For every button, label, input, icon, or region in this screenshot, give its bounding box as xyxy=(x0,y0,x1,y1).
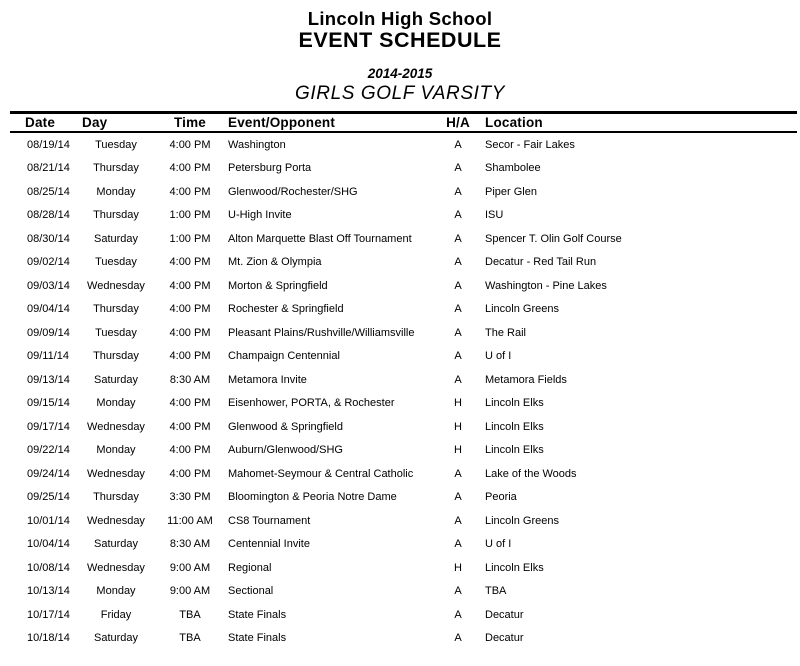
cell-date: 09/03/14 xyxy=(27,279,70,292)
cell-location: The Rail xyxy=(485,326,526,339)
cell-ha: H xyxy=(454,420,462,433)
cell-location: U of I xyxy=(485,538,512,551)
cell-time: 4:00 PM xyxy=(169,256,211,269)
cell-location: Spencer T. Olin Golf Course xyxy=(485,232,622,245)
table-row xyxy=(10,368,797,392)
cell-ha: A xyxy=(454,608,462,621)
cell-day: Thursday xyxy=(93,162,139,175)
cell-ha: H xyxy=(454,444,462,457)
cell-event: Rochester & Springfield xyxy=(228,303,344,316)
column-header-ha: H/A xyxy=(446,115,470,130)
cell-day: Wednesday xyxy=(87,420,145,433)
cell-day: Wednesday xyxy=(87,279,145,292)
table-row xyxy=(10,462,797,486)
schedule-rows xyxy=(10,133,797,650)
cell-location: Peoria xyxy=(485,491,517,504)
table-row xyxy=(10,345,797,369)
table-row xyxy=(10,509,797,533)
table-row xyxy=(10,415,797,439)
cell-event: Sectional xyxy=(228,585,274,598)
cell-date: 08/28/14 xyxy=(27,209,70,222)
cell-time: 8:30 AM xyxy=(169,538,211,551)
cell-event: State Finals xyxy=(228,632,287,645)
table-row xyxy=(10,157,797,181)
cell-time: 4:00 PM xyxy=(169,444,211,457)
cell-event: Mt. Zion & Olympia xyxy=(228,256,322,269)
cell-day: Thursday xyxy=(93,491,139,504)
cell-date: 08/25/14 xyxy=(27,185,70,198)
table-row xyxy=(10,180,797,204)
table-row xyxy=(10,580,797,604)
cell-time: 8:30 AM xyxy=(169,373,211,386)
cell-event: CS8 Tournament xyxy=(228,514,311,527)
cell-time: 4:00 PM xyxy=(169,326,211,339)
cell-date: 08/21/14 xyxy=(27,162,70,175)
team-label: GIRLS GOLF VARSITY xyxy=(294,83,505,104)
cell-time: 4:00 PM xyxy=(169,138,211,151)
cell-day: Monday xyxy=(96,444,136,457)
cell-ha: A xyxy=(454,514,462,527)
cell-date: 09/04/14 xyxy=(27,303,70,316)
cell-ha: H xyxy=(454,397,462,410)
cell-location: Lincoln Elks xyxy=(485,561,544,574)
cell-ha: H xyxy=(454,561,462,574)
cell-event: State Finals xyxy=(228,608,287,621)
cell-time: 11:00 AM xyxy=(167,514,213,527)
cell-location: U of I xyxy=(485,350,512,363)
table-row xyxy=(10,533,797,557)
cell-time: 1:00 PM xyxy=(169,209,211,222)
cell-time: 4:00 PM xyxy=(169,467,211,480)
table-row xyxy=(10,392,797,416)
cell-location: Piper Glen xyxy=(485,185,537,198)
cell-time: 4:00 PM xyxy=(169,185,211,198)
cell-time: 9:00 AM xyxy=(169,561,211,574)
cell-date: 08/19/14 xyxy=(27,138,70,151)
cell-date: 09/13/14 xyxy=(27,373,70,386)
table-row xyxy=(10,486,797,510)
cell-date: 09/09/14 xyxy=(27,326,70,339)
table-header-row xyxy=(10,114,797,133)
cell-event: U-High Invite xyxy=(228,209,292,222)
cell-location: ISU xyxy=(485,209,504,222)
column-header-event: Event/Opponent xyxy=(228,115,336,130)
cell-ha: A xyxy=(454,538,462,551)
cell-date: 09/15/14 xyxy=(27,397,70,410)
cell-time: 4:00 PM xyxy=(169,303,211,316)
cell-location: Lincoln Greens xyxy=(485,303,559,316)
cell-time: 4:00 PM xyxy=(169,350,211,363)
table-row xyxy=(10,204,797,228)
cell-time: 4:00 PM xyxy=(169,397,211,410)
cell-time: 4:00 PM xyxy=(169,162,211,175)
cell-date: 10/08/14 xyxy=(27,561,70,574)
cell-event: Metamora Invite xyxy=(228,373,307,386)
cell-location: TBA xyxy=(485,585,507,598)
cell-day: Tuesday xyxy=(95,326,137,339)
cell-day: Monday xyxy=(96,397,136,410)
cell-location: Decatur xyxy=(485,608,524,621)
cell-event: Pleasant Plains/Rushville/Williamsville xyxy=(228,326,415,339)
cell-ha: A xyxy=(454,632,462,645)
cell-day: Thursday xyxy=(93,303,139,316)
table-row xyxy=(10,439,797,463)
cell-ha: A xyxy=(454,256,462,269)
cell-date: 10/01/14 xyxy=(27,514,70,527)
cell-day: Friday xyxy=(100,608,132,621)
season-label: 2014-2015 xyxy=(367,66,433,81)
cell-ha: A xyxy=(454,209,462,222)
cell-ha: A xyxy=(454,185,462,198)
cell-day: Tuesday xyxy=(95,256,137,269)
cell-time: 4:00 PM xyxy=(169,279,211,292)
cell-location: Decatur - Red Tail Run xyxy=(485,256,597,269)
cell-event: Mahomet-Seymour & Central Catholic xyxy=(228,467,414,480)
table-row xyxy=(10,298,797,322)
cell-ha: A xyxy=(454,326,462,339)
table-row xyxy=(10,133,797,157)
cell-event: Auburn/Glenwood/SHG xyxy=(228,444,343,457)
cell-location: Lake of the Woods xyxy=(485,467,577,480)
cell-event: Bloomington & Peoria Notre Dame xyxy=(228,491,397,504)
cell-event: Petersburg Porta xyxy=(228,162,312,175)
cell-event: Morton & Springfield xyxy=(228,279,328,292)
cell-event: Eisenhower, PORTA, & Rochester xyxy=(228,397,395,410)
column-header-time: Time xyxy=(173,115,207,130)
cell-location: Lincoln Elks xyxy=(485,444,544,457)
cell-time: TBA xyxy=(179,632,201,645)
cell-date: 09/02/14 xyxy=(27,256,70,269)
cell-date: 09/24/14 xyxy=(27,467,70,480)
cell-date: 09/17/14 xyxy=(27,420,70,433)
cell-ha: A xyxy=(454,467,462,480)
cell-ha: A xyxy=(454,303,462,316)
cell-event: Champaign Centennial xyxy=(228,350,340,363)
cell-event: Regional xyxy=(228,561,272,574)
cell-time: 9:00 AM xyxy=(169,585,211,598)
table-row xyxy=(10,274,797,298)
cell-date: 09/25/14 xyxy=(27,491,70,504)
cell-day: Monday xyxy=(96,585,136,598)
cell-date: 10/18/14 xyxy=(27,632,70,645)
cell-day: Tuesday xyxy=(95,138,137,151)
cell-ha: A xyxy=(454,350,462,363)
cell-time: 4:00 PM xyxy=(169,420,211,433)
cell-ha: A xyxy=(454,373,462,386)
cell-ha: A xyxy=(454,162,462,175)
cell-location: Lincoln Elks xyxy=(485,420,544,433)
cell-date: 09/11/14 xyxy=(27,350,70,363)
cell-location: Shambolee xyxy=(485,162,541,175)
cell-date: 10/13/14 xyxy=(27,585,70,598)
cell-time: 3:30 PM xyxy=(169,491,211,504)
cell-day: Wednesday xyxy=(87,514,145,527)
cell-location: Washington - Pine Lakes xyxy=(485,279,607,292)
cell-ha: A xyxy=(454,138,462,151)
document-title: EVENT SCHEDULE xyxy=(298,28,502,52)
cell-day: Monday xyxy=(96,185,136,198)
cell-time: TBA xyxy=(179,608,201,621)
cell-day: Thursday xyxy=(93,350,139,363)
cell-date: 10/17/14 xyxy=(27,608,70,621)
table-row xyxy=(10,603,797,627)
cell-day: Saturday xyxy=(93,538,139,551)
school-name: Lincoln High School xyxy=(307,8,493,29)
cell-time: 1:00 PM xyxy=(169,232,211,245)
table-row xyxy=(10,251,797,275)
cell-day: Saturday xyxy=(93,373,139,386)
table-row xyxy=(10,321,797,345)
cell-date: 10/04/14 xyxy=(27,538,70,551)
cell-event: Alton Marquette Blast Off Tournament xyxy=(228,232,412,245)
cell-ha: A xyxy=(454,491,462,504)
cell-location: Lincoln Elks xyxy=(485,397,544,410)
cell-location: Lincoln Greens xyxy=(485,514,559,527)
cell-day: Saturday xyxy=(93,232,139,245)
cell-date: 09/22/14 xyxy=(27,444,70,457)
table-row xyxy=(10,227,797,251)
cell-day: Wednesday xyxy=(87,467,145,480)
cell-date: 08/30/14 xyxy=(27,232,70,245)
cell-event: Washington xyxy=(228,138,286,151)
column-header-date: Date xyxy=(25,115,56,130)
cell-event: Glenwood/Rochester/SHG xyxy=(228,185,358,198)
cell-event: Glenwood & Springfield xyxy=(228,420,343,433)
cell-event: Centennial Invite xyxy=(228,538,310,551)
cell-day: Wednesday xyxy=(87,561,145,574)
cell-ha: A xyxy=(454,232,462,245)
schedule-table xyxy=(10,111,797,650)
column-header-location: Location xyxy=(485,115,543,130)
table-row xyxy=(10,556,797,580)
table-row xyxy=(10,627,797,651)
column-header-day: Day xyxy=(82,115,108,130)
cell-day: Saturday xyxy=(93,632,139,645)
cell-location: Metamora Fields xyxy=(485,373,567,386)
cell-location: Secor - Fair Lakes xyxy=(485,138,575,151)
cell-ha: A xyxy=(454,585,462,598)
cell-day: Thursday xyxy=(93,209,139,222)
cell-ha: A xyxy=(454,279,462,292)
cell-location: Decatur xyxy=(485,632,524,645)
